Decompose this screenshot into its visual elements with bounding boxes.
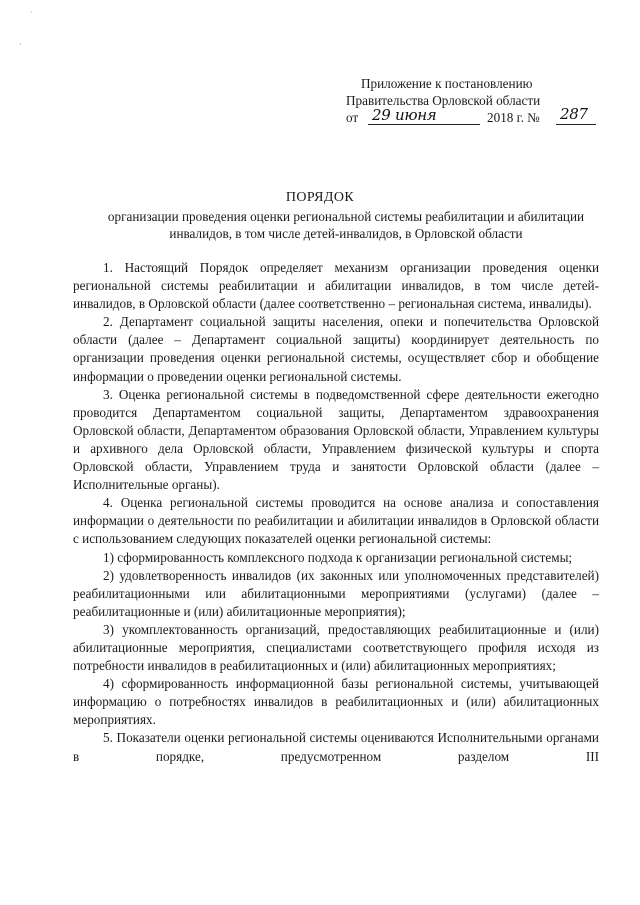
year-and-number-label: 2018 г. № xyxy=(487,110,540,125)
appendix-line-2: Правительства Орловской области xyxy=(346,93,541,108)
paragraph-2: 2. Департамент социальной защиты населения, опеки и попечительства Орловской области (далее – Департамент социальной защиты) координирует деятельность по организации проведения оценки региональной системы, осуществляет сбор и обобщение информации о проведении оценки региональной системы. xyxy=(73,314,599,384)
paragraph-3: 3. Оценка региональной системы в подведомственной сфере деятельности ежегодно проводится Департаментом социальной защиты, Департаментом здравоохранения Орловской области, Департаментом образования Орловской области, Управлением культуры и архивного дела Орловской области, Управлением физической культуры и спорта Орловской области, Управлением труда и занятости Орловской области (далее – Исполнительные органы). xyxy=(73,386,599,493)
paragraph-5: 5. Показатели оценки региональной системы оцениваются Исполнительными органами в порядке, предусмотренном разделом III xyxy=(73,730,599,764)
paragraph-4: 4. Оценка региональной системы проводится на основе анализа и сопоставления информации о деятельности по реабилитации и абилитации инвалидов в Орловской области с использованием следующих показателей оценки региональной системы: xyxy=(73,495,599,547)
list-item-1: 1) сформированность комплексного подхода к организации региональной системы; xyxy=(103,549,573,565)
scan-artifact-mark: · xyxy=(30,8,33,17)
appendix-header xyxy=(346,75,596,129)
document-body xyxy=(73,259,599,766)
from-prefix: от xyxy=(346,110,359,125)
list-item-3: 3) укомплектованность организаций, предоставляющих реабилитационные и (или) абилитационные мероприятия, специалистами соответствующего профиля исходя из потребности инвалидов в реабилитационных и (или) абилитационных мероприятиях; xyxy=(73,621,599,674)
document-subtitle: организации проведения оценки региональной системы реабилитации и абилитации инвалидов, в том числе детей-инвалидов, в Орловской области xyxy=(107,209,585,241)
list-item-2: 2) удовлетворенность инвалидов (их законных или уполномоченных представителей) реабилитационными или абилитационными мероприятиями (услугами) (далее – реабилитационные и (или) абилитационные мероприятия); xyxy=(73,567,599,619)
number-underline xyxy=(556,124,596,125)
appendix-line-1: Приложение к постановлению xyxy=(361,76,533,91)
handwritten-number: 287 xyxy=(560,105,588,123)
handwritten-date: 29 июня xyxy=(372,106,437,124)
scan-artifact-mark: · xyxy=(19,40,22,49)
date-underline xyxy=(368,124,480,125)
appendix-date-line xyxy=(346,105,596,129)
paragraph-1: 1. Настоящий Порядок определяет механизм организации проведения оценки региональной системы реабилитации и абилитации инвалидов, в том числе детей-инвалидов, в Орловской области (далее соответственно – региональная система, инвалиды). xyxy=(73,260,599,312)
list-item-4: 4) сформированность информационной базы региональной системы, учитывающей информацию о потребностях инвалидов в реабилитационных и (или) абилитационных мероприятиях. xyxy=(73,676,599,728)
document-title: ПОРЯДОК xyxy=(285,190,355,205)
